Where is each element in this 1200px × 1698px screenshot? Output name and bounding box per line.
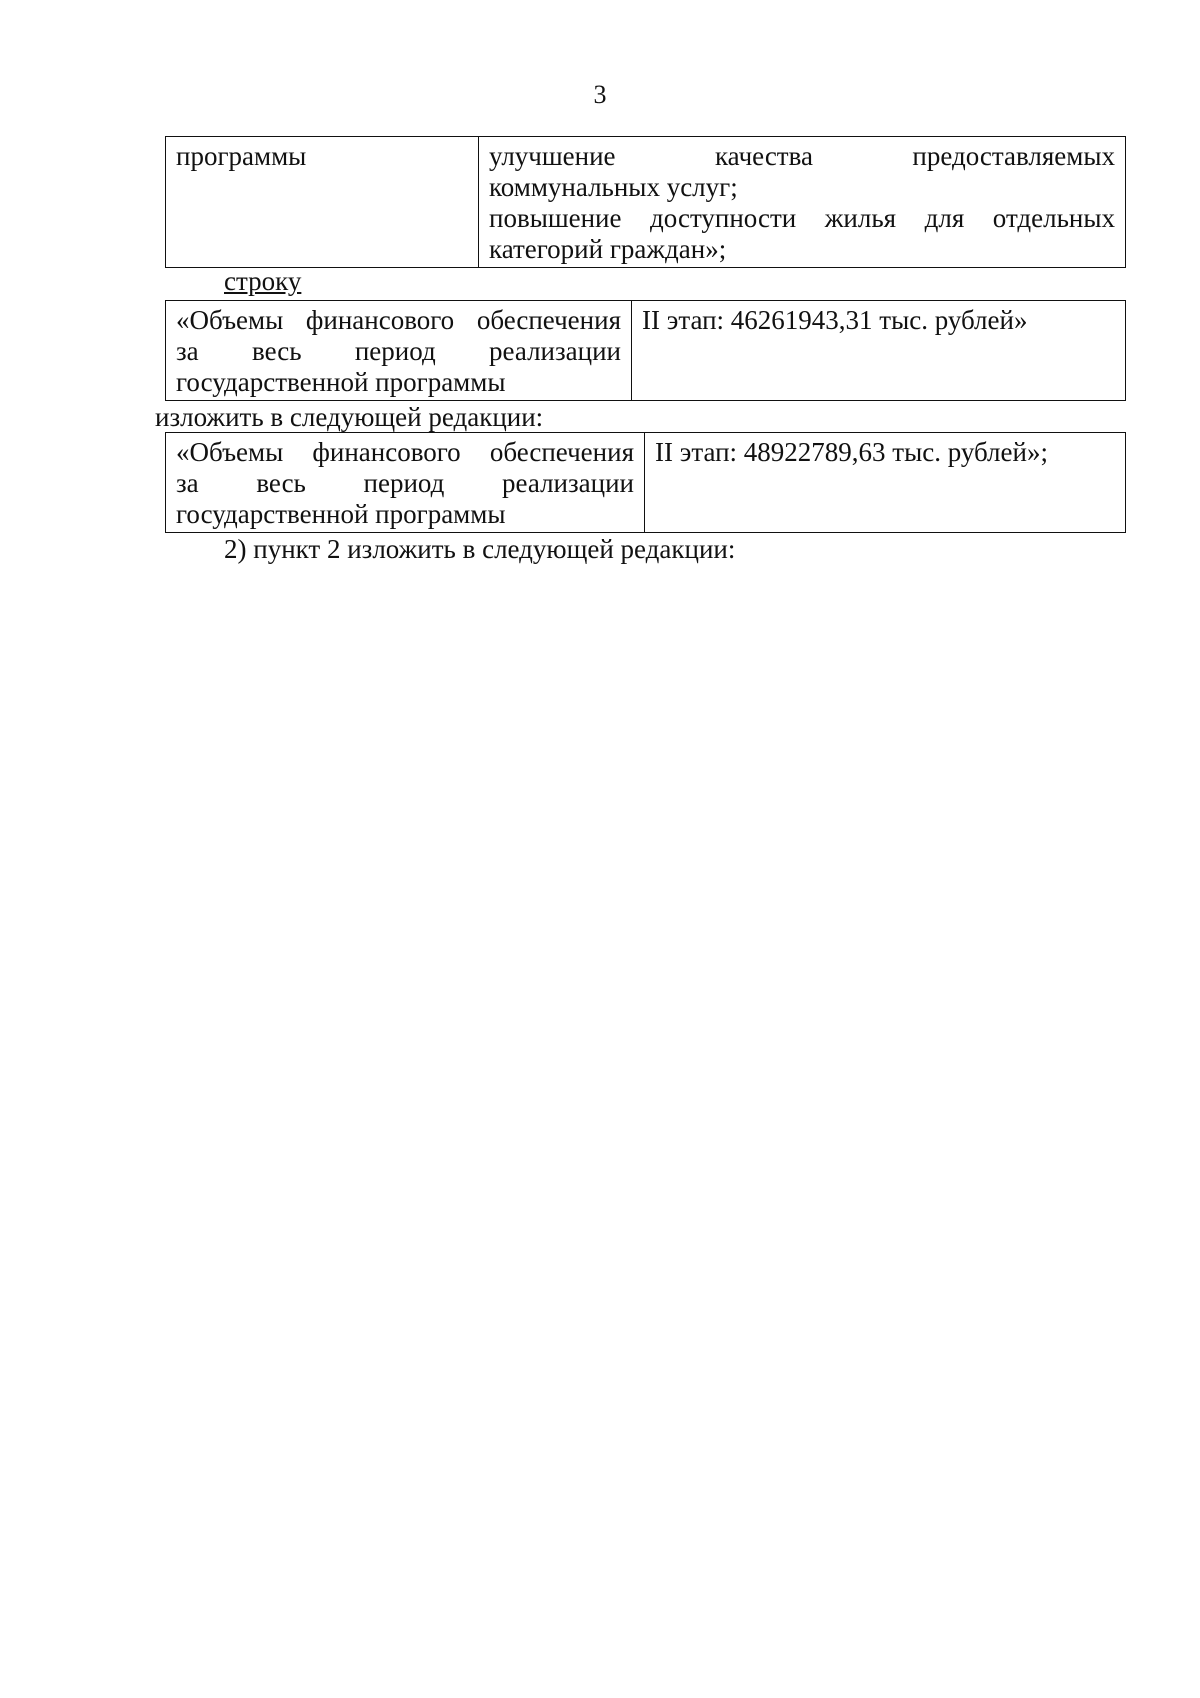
table-cell-label	[166, 301, 632, 401]
cell-text-line: «Объемы финансового обеспечения	[176, 305, 621, 335]
old-funding-table	[165, 300, 1126, 401]
label-stroku: строку	[224, 266, 302, 296]
table-row	[166, 433, 1126, 533]
cell-text-line: государственной программы	[176, 499, 506, 529]
table-cell-value	[479, 137, 1126, 268]
cell-text-line: категорий граждан»;	[489, 234, 727, 264]
cell-text-line: за весь период реализации	[176, 468, 634, 498]
cell-text-line: государственной программы	[176, 367, 506, 397]
cell-text: II этап: 46261943,31 тыс. рублей»	[642, 305, 1028, 335]
cell-text: программы	[176, 141, 307, 171]
table-cell-value	[645, 433, 1126, 533]
cell-text: II этап: 48922789,63 тыс. рублей»;	[655, 437, 1048, 467]
table-row	[166, 301, 1126, 401]
label-izlozhit: изложить в следующей редакции:	[155, 402, 544, 432]
cell-text-line: улучшение качества предоставляемых	[489, 141, 1115, 171]
new-funding-table	[165, 432, 1126, 533]
table-cell-value	[632, 301, 1126, 401]
cell-text-line: «Объемы финансового обеспечения	[176, 437, 634, 467]
table-row	[166, 137, 1126, 268]
cell-text-line: коммунальных услуг;	[489, 172, 738, 202]
cell-text-line: повышение доступности жилья для отдельных	[489, 203, 1115, 233]
cell-text-line: за весь период реализации	[176, 336, 621, 366]
program-goals-table	[165, 136, 1126, 268]
page-number: 3	[593, 80, 607, 109]
table-cell-label	[166, 433, 645, 533]
table-cell-label	[166, 137, 479, 268]
item-2-text: 2) пункт 2 изложить в следующей редакции:	[224, 534, 736, 564]
